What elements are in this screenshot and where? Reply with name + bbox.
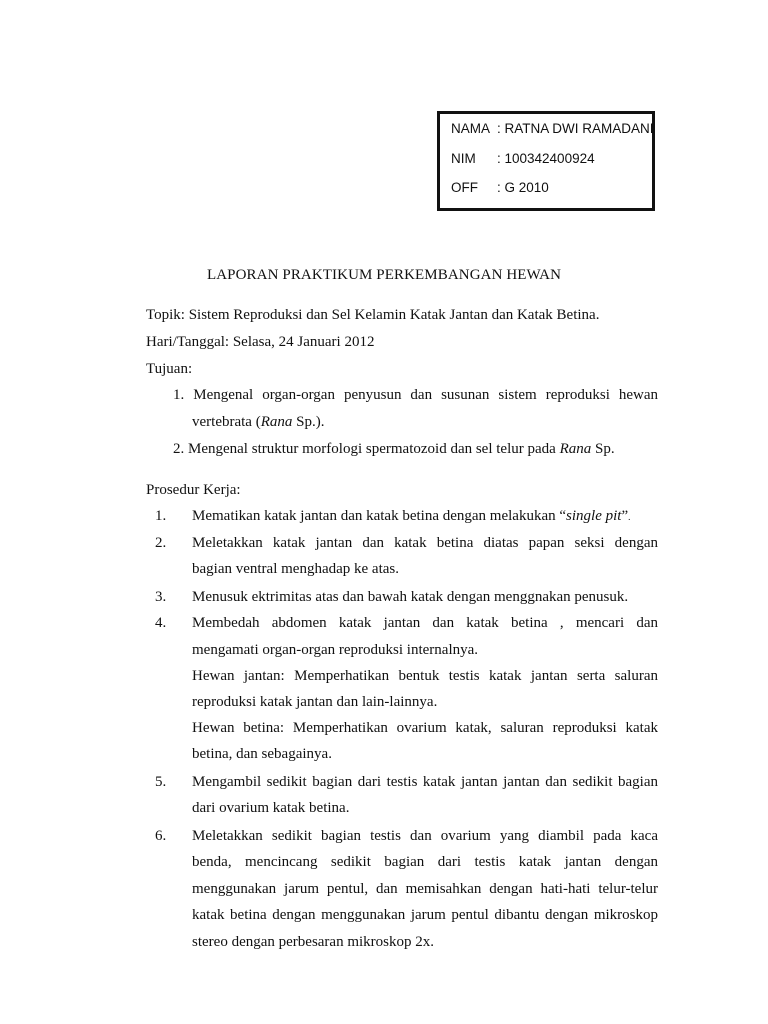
- identity-box: [437, 111, 655, 211]
- id-value: : 100342400924: [497, 151, 595, 166]
- prosedur-item-6-line: benda, mencincang sedikit bagian dari testis katak jantan dengan: [192, 854, 658, 870]
- tujuan-item-1-line-2: vertebrata (Rana Sp.).: [192, 414, 325, 430]
- id-label: NIM: [451, 151, 476, 166]
- id-row-nim: [451, 151, 595, 166]
- id-value: : RATNA DWI RAMADANI: [497, 121, 654, 136]
- prosedur-num: 1.: [155, 508, 167, 524]
- prosedur-item-5-line: Mengambil sedikit bagian dari testis katak jantan jantan dan sedikit bagian: [192, 774, 658, 790]
- prosedur-item-4-line: Hewan betina: Memperhatikan ovarium katak, saluran reproduksi katak: [192, 720, 658, 736]
- id-value: : G 2010: [497, 180, 549, 195]
- prosedur-item-4-line: reproduksi katak jantan dan lain-lainnya.: [192, 694, 438, 710]
- prosedur-item-2-line: Meletakkan katak jantan dan katak betina diatas papan seksi dengan: [192, 535, 658, 551]
- prosedur-item-4-line: Membedah abdomen katak jantan dan katak betina , mencari dan: [192, 615, 658, 631]
- tujuan-item-2: 2. Mengenal struktur morfologi spermatozoid dan sel telur pada Rana Sp.: [173, 441, 615, 457]
- prosedur-item-4-line: betina, dan sebagainya.: [192, 746, 332, 762]
- prosedur-num: 5.: [155, 774, 167, 790]
- hari-tanggal-line: Hari/Tanggal: Selasa, 24 Januari 2012: [146, 334, 375, 350]
- prosedur-item-6-line: menggunakan jarum pentul, dan memisahkan dengan hati-hati telur-telur: [192, 881, 658, 897]
- prosedur-num: 2.: [155, 535, 167, 551]
- id-label: OFF: [451, 180, 478, 195]
- prosedur-heading: Prosedur Kerja:: [146, 482, 241, 498]
- id-row-nama: [451, 121, 654, 136]
- prosedur-item-1: Mematikan katak jantan dan katak betina dengan melakukan “single pit”.: [192, 508, 631, 524]
- tujuan-heading: Tujuan:: [146, 361, 193, 377]
- prosedur-item-2-line: bagian ventral menghadap ke atas.: [192, 561, 399, 577]
- prosedur-num: 6.: [155, 828, 167, 844]
- prosedur-num: 4.: [155, 615, 167, 631]
- prosedur-item-4-line: mengamati organ-organ reproduksi internalnya.: [192, 642, 479, 658]
- prosedur-num: 3.: [155, 589, 167, 605]
- prosedur-item-4-line: Hewan jantan: Memperhatikan bentuk testis katak jantan serta saluran: [192, 668, 658, 684]
- tujuan-item-1-line-1: 1. Mengenal organ-organ penyusun dan susunan sistem reproduksi hewan: [173, 387, 658, 403]
- document-title: LAPORAN PRAKTIKUM PERKEMBANGAN HEWAN: [206, 267, 562, 283]
- id-label: NAMA: [451, 121, 491, 136]
- prosedur-item-6-line: Meletakkan sedikit bagian testis dan ovarium yang diambil pada kaca: [192, 828, 658, 844]
- topik-line: Topik: Sistem Reproduksi dan Sel Kelamin Katak Jantan dan Katak Betina.: [146, 307, 600, 323]
- id-row-off: [451, 180, 549, 195]
- prosedur-item-6-line: stereo dengan perbesaran mikroskop 2x.: [192, 934, 435, 950]
- prosedur-item-6-line: katak betina dengan menggunakan jarum pentul dibantu dengan mikroskop: [192, 907, 658, 923]
- prosedur-item-5-line: dari ovarium katak betina.: [192, 800, 350, 816]
- prosedur-item-3-line: Menusuk ektrimitas atas dan bawah katak dengan menggnakan penusuk.: [192, 589, 629, 605]
